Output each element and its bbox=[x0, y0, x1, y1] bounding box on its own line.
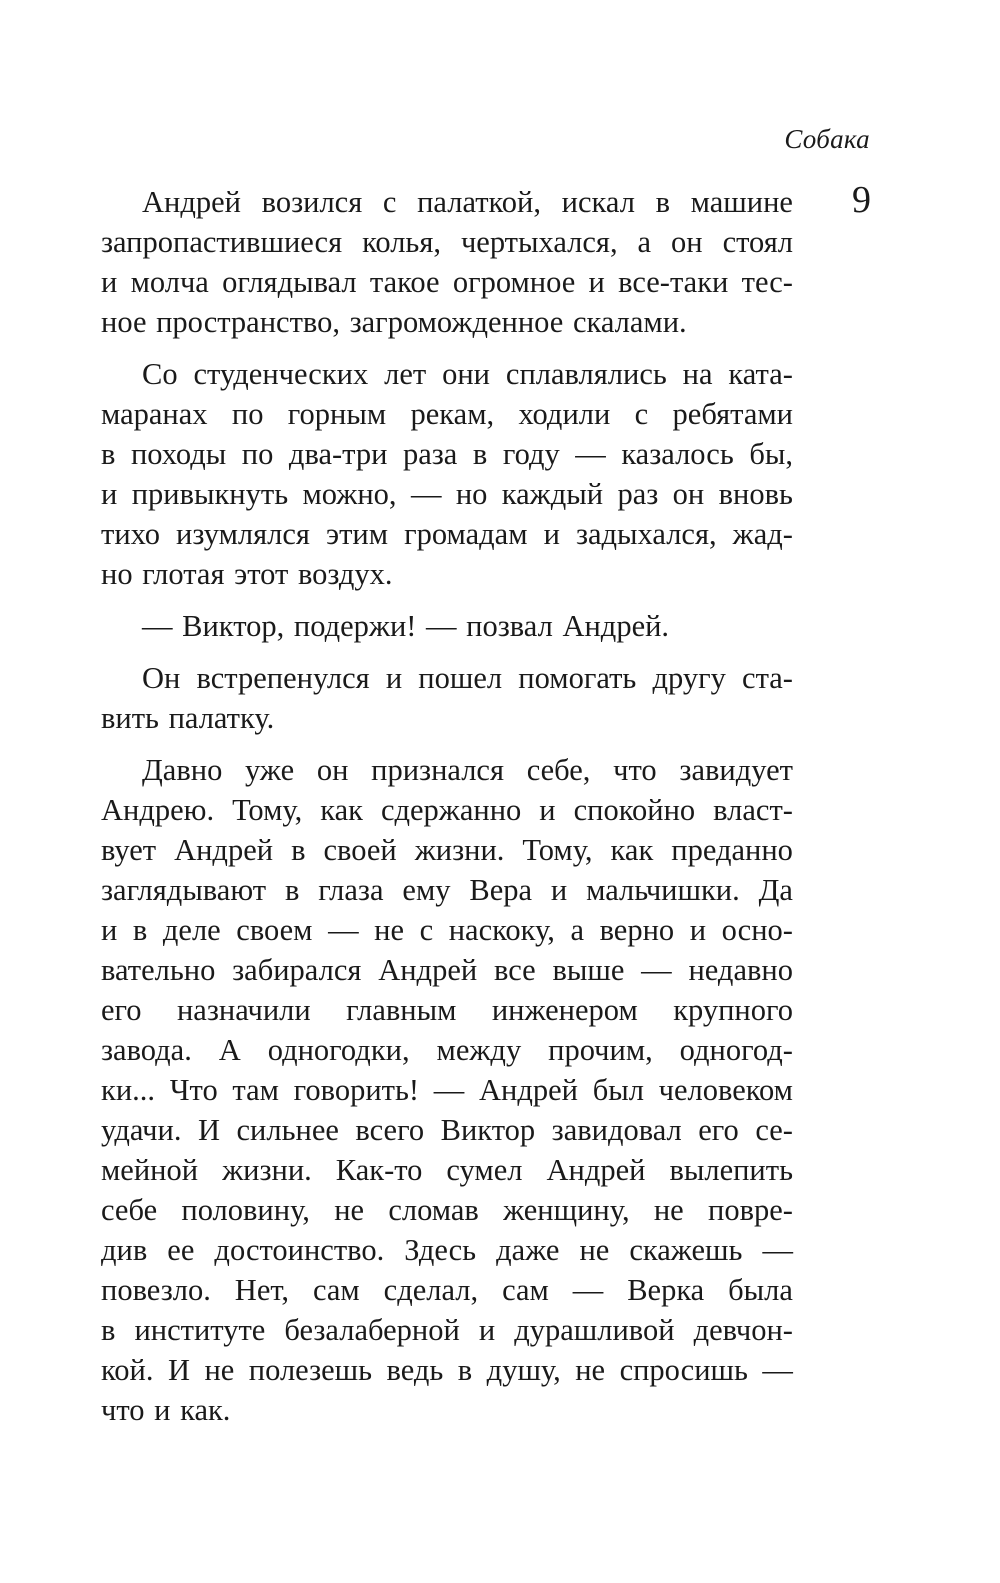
word: мальчишки. bbox=[586, 873, 740, 907]
text-line bbox=[101, 474, 793, 514]
word: мейной bbox=[101, 1153, 199, 1187]
text-line bbox=[101, 514, 793, 554]
word: одногодки, bbox=[267, 1033, 410, 1067]
word: А bbox=[218, 1033, 241, 1067]
word: безалаберной bbox=[284, 1313, 460, 1347]
word: наскоку, bbox=[448, 913, 555, 947]
word: маранах bbox=[101, 397, 208, 431]
word: ки... bbox=[101, 1073, 156, 1107]
word: казалось bbox=[621, 437, 734, 471]
text-line bbox=[101, 1310, 793, 1350]
word: в bbox=[291, 833, 306, 867]
text-line: что и как. bbox=[101, 1393, 231, 1427]
word: с bbox=[419, 913, 434, 947]
word: тес- bbox=[741, 265, 793, 299]
word: ката- bbox=[728, 357, 793, 391]
word: и bbox=[101, 265, 118, 299]
word: и bbox=[101, 913, 118, 947]
word: жизни. bbox=[222, 1153, 312, 1187]
word: Виктор bbox=[440, 1113, 536, 1147]
word: задыхался, bbox=[575, 517, 717, 551]
word: все-таки bbox=[618, 265, 729, 299]
text-line: ное пространство, загроможденное скалами. bbox=[101, 305, 687, 339]
word: походы bbox=[130, 437, 227, 471]
word: институте bbox=[134, 1313, 266, 1347]
word: привыкнуть bbox=[131, 477, 289, 511]
word: удачи. bbox=[101, 1113, 182, 1147]
word: своем bbox=[236, 913, 313, 947]
word: в bbox=[132, 913, 148, 947]
word: забирался bbox=[232, 953, 362, 987]
word: сломав bbox=[388, 1193, 479, 1227]
word: Андрей bbox=[479, 1073, 578, 1107]
text-line bbox=[101, 950, 793, 990]
word: крупного bbox=[673, 993, 793, 1027]
word: — bbox=[641, 953, 672, 987]
word: в bbox=[457, 1353, 473, 1387]
word: его bbox=[101, 993, 142, 1027]
word: власт- bbox=[713, 793, 793, 827]
paragraph-gap bbox=[101, 738, 793, 750]
word: помогать bbox=[518, 661, 637, 695]
word: ведь bbox=[386, 1353, 444, 1387]
word: не bbox=[204, 1353, 235, 1387]
word: сам bbox=[502, 1273, 549, 1307]
word: он bbox=[672, 477, 705, 511]
word: Он bbox=[142, 661, 181, 695]
word: сумел bbox=[446, 1153, 523, 1187]
word: див bbox=[101, 1233, 148, 1267]
word: был bbox=[592, 1073, 644, 1107]
word: осно- bbox=[721, 913, 793, 947]
word: что bbox=[613, 753, 657, 787]
word: девчон- bbox=[693, 1313, 793, 1347]
text-line bbox=[101, 1070, 793, 1110]
word: ходили bbox=[518, 397, 611, 431]
word: сплавлялись bbox=[505, 357, 667, 391]
word: раза bbox=[402, 437, 458, 471]
word: как bbox=[610, 833, 654, 867]
text-line bbox=[101, 354, 793, 394]
word: преданно bbox=[671, 833, 793, 867]
text-line bbox=[101, 222, 793, 262]
word: одногод- bbox=[679, 1033, 793, 1067]
text-line bbox=[101, 750, 793, 790]
word: завода. bbox=[101, 1033, 192, 1067]
word: не bbox=[575, 1353, 606, 1387]
word: Что bbox=[169, 1073, 218, 1107]
word: стоял bbox=[722, 225, 793, 259]
word: в bbox=[101, 437, 116, 471]
word: полезешь bbox=[248, 1353, 373, 1387]
text-line bbox=[101, 1190, 793, 1230]
word: вует bbox=[101, 833, 157, 867]
word: каждый bbox=[501, 477, 604, 511]
word: половину, bbox=[181, 1193, 310, 1227]
word: не bbox=[334, 1193, 365, 1227]
word: машине bbox=[690, 185, 793, 219]
word: в bbox=[472, 437, 488, 471]
word: себе, bbox=[526, 753, 591, 787]
word: рекам, bbox=[410, 397, 495, 431]
word: сдержанно bbox=[380, 793, 522, 827]
word: жад- bbox=[732, 517, 793, 551]
paragraph-gap bbox=[101, 342, 793, 354]
word: Со bbox=[142, 357, 178, 391]
word: чертыхался, bbox=[460, 225, 618, 259]
word: Давно bbox=[142, 753, 223, 787]
word: заглядывают bbox=[101, 873, 267, 907]
word: ста- bbox=[742, 661, 793, 695]
word: молча bbox=[130, 265, 209, 299]
word: И bbox=[197, 1113, 220, 1147]
word: по bbox=[231, 397, 264, 431]
word: а bbox=[570, 913, 584, 947]
word: спокойно bbox=[573, 793, 696, 827]
word: ребятами bbox=[672, 397, 793, 431]
text-line: но глотая этот воздух. bbox=[101, 557, 393, 591]
word: палаткой, bbox=[417, 185, 542, 219]
word: повре- bbox=[708, 1193, 793, 1227]
word: сильнее bbox=[236, 1113, 339, 1147]
text-line bbox=[101, 1030, 793, 1070]
word: Вера bbox=[469, 873, 533, 907]
word: — bbox=[433, 1073, 465, 1107]
word: назначили bbox=[176, 993, 311, 1027]
word: — bbox=[575, 437, 606, 471]
word: прочим, bbox=[548, 1033, 653, 1067]
word: повезло. bbox=[101, 1273, 211, 1307]
text-line: вить палатку. bbox=[101, 701, 275, 735]
word: бы, bbox=[749, 437, 793, 471]
word: этим bbox=[326, 517, 389, 551]
text-line: — Виктор, подержи! — позвал Андрей. bbox=[142, 609, 670, 643]
word: студенческих bbox=[193, 357, 369, 391]
word: и bbox=[543, 517, 560, 551]
word: дурашливой bbox=[514, 1313, 675, 1347]
word: и bbox=[385, 661, 403, 695]
word: сделал, bbox=[383, 1273, 479, 1307]
word: се- bbox=[755, 1113, 793, 1147]
word: своей bbox=[323, 833, 397, 867]
word: вновь bbox=[718, 477, 793, 511]
word: скажешь bbox=[629, 1233, 743, 1267]
word: завидует bbox=[679, 753, 793, 787]
word: Тому, bbox=[232, 793, 303, 827]
word: и bbox=[539, 793, 556, 827]
page-number: 9 bbox=[852, 179, 871, 221]
word: запропастившиеся bbox=[101, 225, 343, 259]
word: в bbox=[655, 185, 670, 219]
word: лет bbox=[384, 357, 427, 391]
word: Андрей bbox=[378, 953, 478, 987]
word: на bbox=[682, 357, 713, 391]
word: женщину, bbox=[503, 1193, 630, 1227]
word: пошел bbox=[418, 661, 503, 695]
word: душу, bbox=[486, 1353, 561, 1387]
word: даже bbox=[496, 1233, 560, 1267]
word: оглядывал bbox=[222, 265, 357, 299]
running-head: Собака bbox=[784, 124, 870, 154]
word: он bbox=[671, 225, 703, 259]
word: с bbox=[382, 185, 397, 219]
word: сам bbox=[312, 1273, 360, 1307]
text-line bbox=[101, 1150, 793, 1190]
word: и bbox=[101, 477, 118, 511]
word: уже bbox=[245, 753, 295, 787]
word: человеком bbox=[658, 1073, 793, 1107]
word: горным bbox=[287, 397, 387, 431]
text-line bbox=[101, 434, 793, 474]
word: а bbox=[637, 225, 652, 259]
word: не bbox=[374, 913, 405, 947]
text-line bbox=[101, 1230, 793, 1270]
word: Андрей bbox=[142, 185, 241, 219]
word: Как-то bbox=[335, 1153, 423, 1187]
text-line bbox=[101, 870, 793, 910]
word: говорить! bbox=[293, 1073, 420, 1107]
word: колья, bbox=[362, 225, 441, 259]
word: и bbox=[588, 265, 605, 299]
word: себе bbox=[101, 1193, 158, 1227]
text-line bbox=[101, 1350, 793, 1390]
word: глаза bbox=[318, 873, 384, 907]
text-line bbox=[101, 1110, 793, 1150]
text-line bbox=[101, 830, 793, 870]
word: по bbox=[241, 437, 274, 471]
word: огромное bbox=[452, 265, 576, 299]
word: раз bbox=[617, 477, 659, 511]
word: встрепенулся bbox=[196, 661, 370, 695]
body-text bbox=[101, 182, 793, 1430]
text-line bbox=[101, 262, 793, 302]
word: он bbox=[316, 753, 349, 787]
word: искал bbox=[561, 185, 635, 219]
word: признался bbox=[371, 753, 504, 787]
word: завидовал bbox=[551, 1113, 682, 1147]
word: все bbox=[493, 953, 536, 987]
word: Тому, bbox=[522, 833, 593, 867]
word: верно bbox=[599, 913, 675, 947]
word: не bbox=[579, 1233, 610, 1267]
word: с bbox=[634, 397, 649, 431]
word: они bbox=[442, 357, 491, 391]
word: ее bbox=[167, 1233, 195, 1267]
word: два-три bbox=[288, 437, 388, 471]
text-line bbox=[101, 658, 793, 698]
word: изумлялся bbox=[176, 517, 310, 551]
paragraph-gap bbox=[101, 594, 793, 606]
word: Андрей bbox=[546, 1153, 646, 1187]
text-line bbox=[101, 182, 793, 222]
word: в bbox=[101, 1313, 116, 1347]
word: в bbox=[284, 873, 300, 907]
word: — bbox=[762, 1353, 793, 1387]
word: его bbox=[698, 1113, 739, 1147]
word: жизни. bbox=[414, 833, 505, 867]
word: вылепить bbox=[669, 1153, 793, 1187]
word: деле bbox=[162, 913, 221, 947]
word: выше bbox=[552, 953, 625, 987]
word: Здесь bbox=[404, 1233, 477, 1267]
word: — bbox=[762, 1233, 793, 1267]
word: вательно bbox=[101, 953, 216, 987]
word: Да bbox=[758, 873, 793, 907]
word: там bbox=[232, 1073, 279, 1107]
word: Андрей bbox=[174, 833, 274, 867]
word: достоинство. bbox=[214, 1233, 385, 1267]
word: Андрею. bbox=[101, 793, 215, 827]
word: была bbox=[728, 1273, 793, 1307]
word: громадам bbox=[404, 517, 528, 551]
text-line bbox=[101, 910, 793, 950]
word: недавно bbox=[688, 953, 793, 987]
word: но bbox=[455, 477, 488, 511]
word: другу bbox=[652, 661, 726, 695]
text-line bbox=[101, 394, 793, 434]
word: — bbox=[328, 913, 359, 947]
word: между bbox=[436, 1033, 522, 1067]
word: И bbox=[167, 1353, 190, 1387]
text-line bbox=[101, 790, 793, 830]
word: можно, bbox=[302, 477, 397, 511]
paragraph-gap bbox=[101, 646, 793, 658]
word: ему bbox=[402, 873, 451, 907]
word: главным bbox=[346, 993, 457, 1027]
text-line bbox=[101, 990, 793, 1030]
word: и bbox=[550, 873, 568, 907]
word: возился bbox=[261, 185, 363, 219]
word: кой. bbox=[101, 1353, 154, 1387]
word: году bbox=[502, 437, 560, 471]
word: и bbox=[478, 1313, 496, 1347]
word: как bbox=[320, 793, 363, 827]
word: — bbox=[410, 477, 442, 511]
word: — bbox=[572, 1273, 604, 1307]
word: инженером bbox=[491, 993, 638, 1027]
word: такое bbox=[369, 265, 440, 299]
word: всего bbox=[355, 1113, 425, 1147]
word: Верка bbox=[627, 1273, 705, 1307]
text-line bbox=[101, 1270, 793, 1310]
word: спросишь bbox=[619, 1353, 748, 1387]
word: не bbox=[653, 1193, 684, 1227]
word: и bbox=[689, 913, 707, 947]
word: тихо bbox=[101, 517, 160, 551]
word: Нет, bbox=[234, 1273, 290, 1307]
